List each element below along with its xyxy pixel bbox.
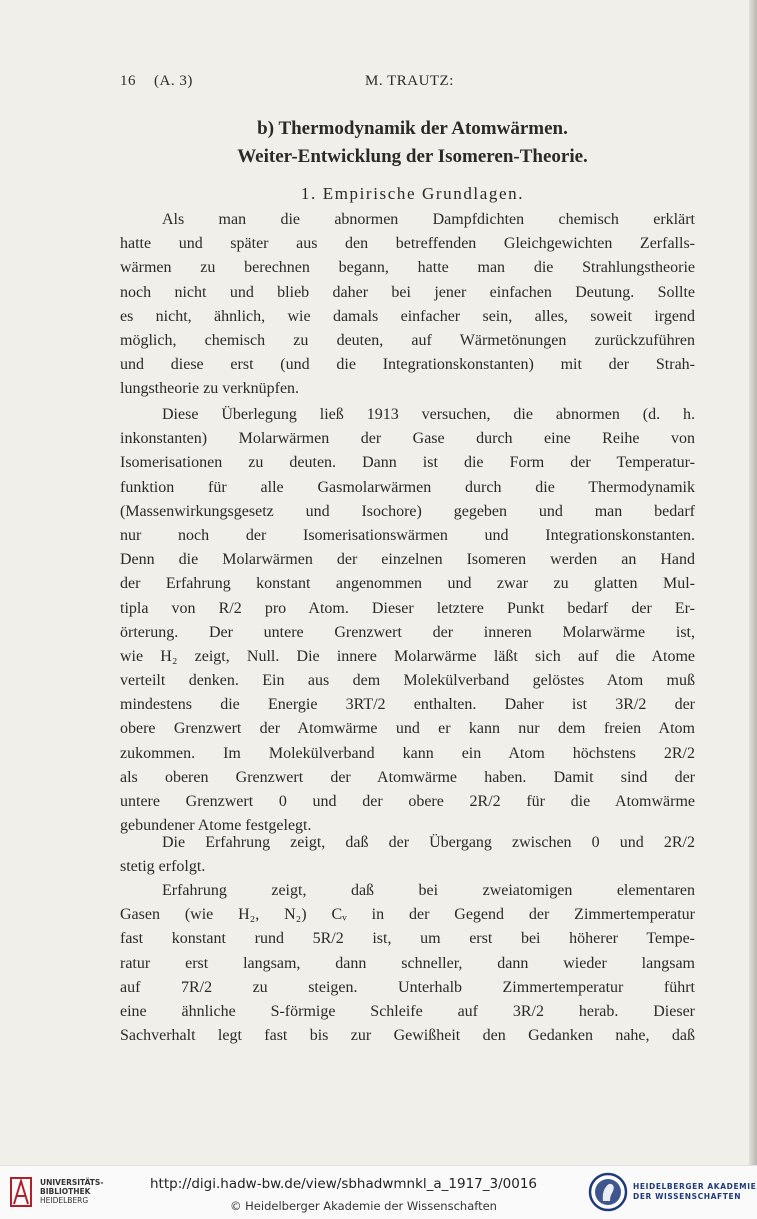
library-name-line1: UNIVERSITÄTS- <box>40 1178 104 1187</box>
text-line: Sachverhalt legt fast bis zur Gewißheit den Gedanken nahe, daß <box>120 1027 695 1045</box>
text-line: örterung. Der untere Grenzwert der inneren Molarwärme ist, <box>120 623 695 641</box>
text-line: Gasen (wie H₂, N₂) Cᵥ in der Gegend der Zimmertemperatur <box>120 906 695 924</box>
text-line: auf 7R/2 zu steigen. Unterhalb Zimmertemperatur führt <box>120 978 695 996</box>
paragraph-3 <box>120 831 695 879</box>
text-line: der Erfahrung konstant angenommen und zwar zu glatten Mul- <box>120 575 695 593</box>
library-name <box>40 1178 103 1205</box>
text-line: hatte und später aus den betreffenden Gleichgewichten Zerfalls- <box>120 235 695 253</box>
text-line: verteilt denken. Ein aus dem Molekülverband gelöstes Atom muß <box>120 672 695 690</box>
footer-bar <box>0 1165 757 1219</box>
text-line: lungstheorie zu verknüpfen. <box>120 380 300 398</box>
permalink-url[interactable]: http://digi.hadw-bw.de/view/sbhadwmnkl_a_1917_3/0016 <box>150 1176 538 1192</box>
article-reference: (A. 3) <box>154 73 193 89</box>
page-number: 16 <box>120 73 136 89</box>
page-edge <box>749 0 757 1165</box>
text-line: Isomerisationen zu deuten. Dann ist die Form der Temperatur- <box>120 454 695 472</box>
library-name-line3: HEIDELBERG <box>40 1196 89 1205</box>
text-line: wärmen zu berechnen begann, hatte man die Strahlungstheorie <box>120 259 695 277</box>
text-line: noch nicht und blieb daher bei jener einfachen Deutung. Sollte <box>120 283 695 301</box>
text-line: Die Erfahrung zeigt, daß der Übergang zwischen 0 und 2R/2 <box>162 834 695 851</box>
text-line: mindestens die Energie 3RT/2 enthalten. Daher ist 3R/2 der <box>120 696 695 714</box>
text-line: ratur erst langsam, dann schneller, dann wieder langsam <box>120 954 695 972</box>
paragraph-1 <box>120 208 695 402</box>
text-line: funktion für alle Gasmolarwärmen durch die Thermodynamik <box>120 478 695 496</box>
text-line: inkonstanten) Molarwärmen der Gase durch eine Reihe von <box>120 430 695 448</box>
academy-name-line1: HEIDELBERGER AKADEMIE <box>633 1182 757 1191</box>
text-line: obere Grenzwert der Atomwärme und er kann nur dem freien Atom <box>120 720 695 738</box>
text-line: Erfahrung zeigt, daß bei zweiatomigen elementaren <box>162 882 695 899</box>
text-line: als oberen Grenzwert der Atomwärme haben. Damit sind der <box>120 768 695 786</box>
university-library-logo-icon <box>8 1174 36 1210</box>
copyright-notice: © Heidelberger Akademie der Wissenschaften <box>230 1199 497 1213</box>
author-name: M. TRAUTZ: <box>365 73 454 89</box>
text-line: fast konstant rund 5R/2 ist, um erst bei höherer Tempe- <box>120 930 695 948</box>
text-line: untere Grenzwert 0 und der obere 2R/2 für die Atomwärme <box>120 793 695 810</box>
text-line: nur noch der Isomerisationswärmen und Integrationskonstanten. <box>120 526 695 544</box>
text-line: und diese erst (und die Integrationskonstanten) mit der Strah- <box>120 356 695 374</box>
section-heading-line2: Weiter-Entwicklung der Isomeren-Theorie. <box>237 146 588 167</box>
text-line: es nicht, ähnlich, wie damals einfacher sein, alles, soweit irgend <box>120 307 695 325</box>
text-line: gebundener Atome festgelegt. <box>120 817 312 835</box>
text-line: (Massenwirkungsgesetz und Isochore) gegeben und man bedarf <box>120 502 695 520</box>
text-line: Diese Überlegung ließ 1913 versuchen, die abnormen (d. h. <box>162 406 695 423</box>
text-line: stetig erfolgt. <box>120 858 206 876</box>
paragraph-2 <box>120 403 695 838</box>
text-line: Als man die abnormen Dampfdichten chemisch erklärt <box>162 211 695 228</box>
academy-name <box>633 1182 756 1202</box>
subsection-heading: 1. Empirische Grundlagen. <box>300 184 525 203</box>
paragraph-4 <box>120 879 695 1048</box>
text-line: wie H₂ zeigt, Null. Die innere Molarwärme läßt sich auf die Atome <box>120 647 695 665</box>
text-line: eine ähnliche S-förmige Schleife auf 3R/2 herab. Dieser <box>120 1002 695 1020</box>
text-line: tipla von R/2 pro Atom. Dieser letztere Punkt bedarf der Er- <box>120 599 695 617</box>
academy-name-line2: DER WISSENSCHAFTEN <box>633 1192 742 1201</box>
section-heading: b) Thermodynamik der Atomwärmen. <box>257 118 568 139</box>
text-line: möglich, chemisch zu deuten, auf Wärmetönungen zurückzuführen <box>120 331 695 349</box>
running-header <box>120 73 705 93</box>
text-line: zukommen. Im Molekülverband kann ein Atom höchstens 2R/2 <box>120 744 695 762</box>
library-name-line2: BIBLIOTHEK <box>40 1187 91 1196</box>
text-line: Denn die Molarwärmen der einzelnen Isomeren werden an Hand <box>120 551 695 569</box>
academy-seal-icon <box>588 1172 628 1212</box>
